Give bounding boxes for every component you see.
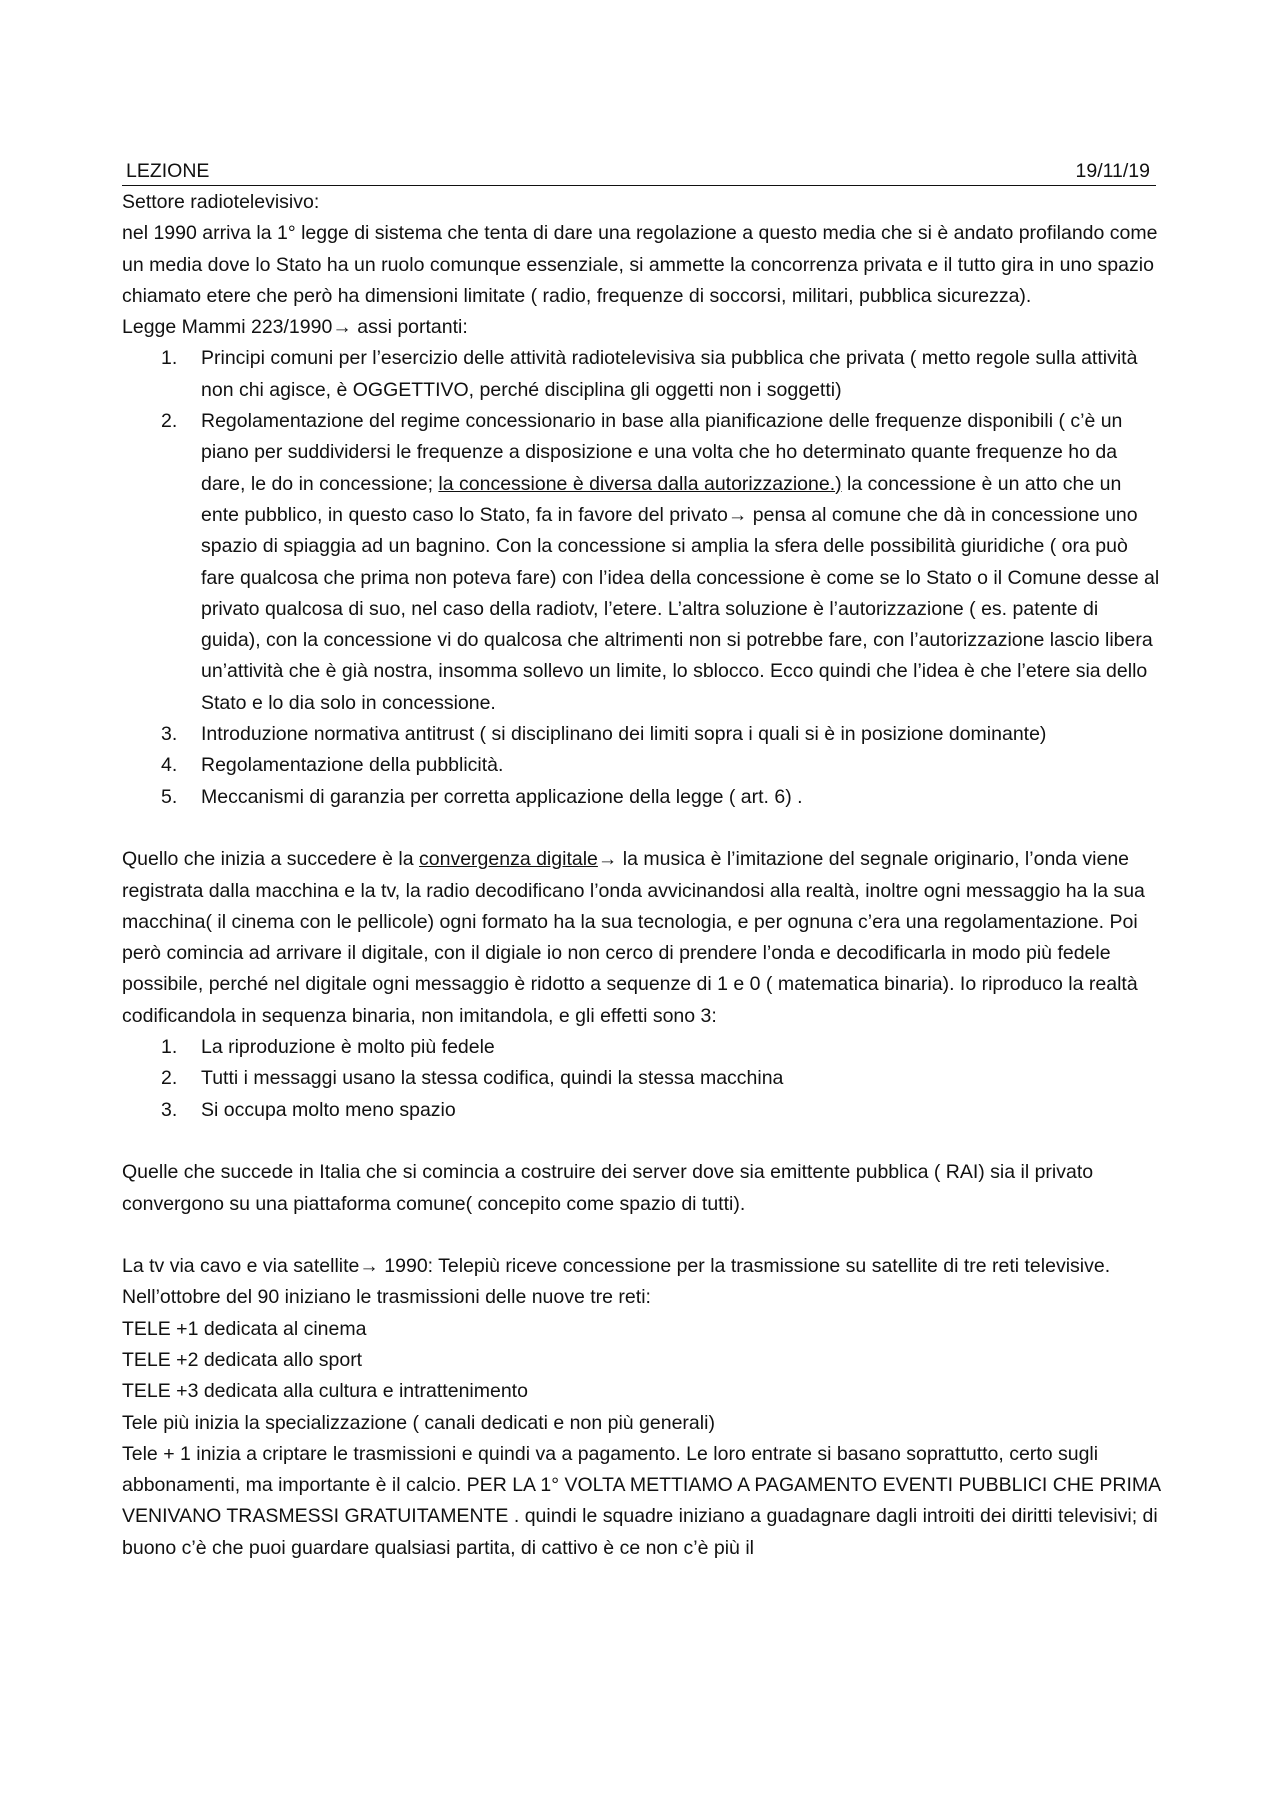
- list-number: 3.: [161, 723, 178, 746]
- arrow-icon: →: [727, 503, 748, 526]
- list-item-text: pensa al comune che dà in concessione uno spazio di spiaggia ad un bagnino. Con la concessione si amplia la sfera delle possibilità giuridiche ( ora può fare qualcosa che prima non poteva fare) con l’idea della concessione è come se lo Stato o il Comune desse al privato qualcosa di suo, nel caso della radiotv, l’etere. L’altra soluzione è l’autorizzazione ( es. patente di guida), con la concessione vi do qualcosa che altrimenti non si potrebbe fare, con l’autorizzazione lascio libera un’attività che è già nostra, insomma sollevo un limite, lo sblocco. Ecco quindi che l’idea è che l’etere sia dello Stato e lo dia solo in concessione.: [201, 503, 1160, 714]
- list-number: 4.: [161, 754, 178, 777]
- arrow-icon: →: [332, 316, 352, 339]
- list-number: 3.: [161, 1098, 178, 1121]
- list-item-text: Introduzione normativa antitrust ( si disciplinano dei limiti sopra i quali si è in posizione dominante): [201, 723, 1047, 746]
- list-item-text: Meccanismi di garanzia per corretta applicazione della legge ( art. 6) .: [201, 785, 803, 808]
- italia-paragraph: Quelle che succede in Italia che si comincia a costruire dei server dove sia emittente pubblica ( RAI) sia il privato convergono su una piattaforma comune( concepito come spazio di tutti).: [122, 1161, 1094, 1215]
- intro-paragraph: nel 1990 arriva la 1° legge di sistema che tenta di dare una regolazione a questo media che si è andato profilando come un media dove lo Stato ha un ruolo comunque essenziale, si ammette la concorrenza privata e il tutto gira in uno spazio chiamato etere che però ha dimensioni limitate ( radio, frequenze di soccorsi, militari, pubblica sicurezza).: [122, 222, 1158, 307]
- convergenza-paragraph: [122, 844, 1162, 1032]
- tele-line: Tele più inizia la specializzazione ( canali dedicati e non più generali): [122, 1411, 715, 1434]
- list-number: 2.: [161, 410, 178, 433]
- tele-line: TELE +2 dedicata allo sport: [122, 1348, 363, 1371]
- numbered-list-effetti: [122, 1032, 1162, 1126]
- list-item-text: Regolamentazione del regime concessionario in base alla pianificazione delle frequenze disponibili ( c’è un piano per suddividersi le frequenze a disposizione e una volta che ho determinato quante frequenze ho da dare, le do in concessione;: [201, 410, 1123, 495]
- list-item: [122, 1032, 1162, 1063]
- list-item-text: Regolamentazione della pubblicità.: [201, 754, 504, 777]
- list-number: 1.: [161, 347, 178, 370]
- section-title: Settore radiotelevisivo:: [122, 191, 320, 213]
- spacer: [122, 1220, 1162, 1251]
- numbered-list-assi: [122, 343, 1162, 812]
- arrow-icon: →: [597, 848, 618, 871]
- list-item: [122, 719, 1162, 750]
- list-number: 5.: [161, 785, 178, 808]
- underlined-text: la concessione è diversa dalla autorizzazione.): [438, 472, 842, 495]
- list-item: [122, 1063, 1162, 1094]
- legge-text: Legge Mammi 223/1990: [122, 316, 333, 339]
- list-number: 1.: [161, 1036, 178, 1059]
- list-item-text: Si occupa molto meno spazio: [201, 1098, 456, 1121]
- tv-paragraph: [122, 1251, 1162, 1314]
- list-number: 2.: [161, 1067, 178, 1090]
- convergenza-rest: la musica è l’imitazione del segnale originario, l’onda viene registrata dalla macchina e la tv, la radio decodificano l’onda avvicinandosi alla realtà, inoltre ogni messaggio ha la sua macchina( il cinema con le pellicole) ogni formato ha la sua tecnologia, e per ognuna c’era una regolamentazione. Poi però comincia ad arrivare il digitale, con il digiale io non cerco di prendere l’onda e decodificarla in modo più fedele possibile, perché nel digitale ogni messaggio è ridotto a sequenze di 1 e 0 ( matematica binaria). Io riproduco la realtà codificandola in sequenza binaria, non imitandola, e gli effetti sono 3:: [122, 848, 1145, 1027]
- final-paragraph: Tele + 1 inizia a criptare le trasmissioni e quindi va a pagamento. Le loro entrate si basano soprattutto, certo sugli abbonamenti, ma importante è il calcio. PER LA 1° VOLTA METTIAMO A PAGAMENTO EVENTI PUBBLICI CHE PRIMA VENIVANO TRASMESSI GRATUITAMENTE . quindi le squadre iniziano a guadagnare dagli introiti dei diritti televisivi; di buono c’è che puoi guardare qualsiasi partita, di cattivo è ce non c’è più il: [122, 1442, 1161, 1559]
- list-item-text: Principi comuni per l’esercizio delle attività radiotelevisiva sia pubblica che privata ( metto regole sulla attività non chi agisce, è OGGETTIVO, perché disciplina gli oggetti non i soggetti): [201, 347, 1138, 401]
- list-item: [122, 1095, 1162, 1126]
- list-item-text: la concessione è un atto che un ente pubblico, in questo caso lo Stato, fa in favore del privato: [201, 472, 1122, 526]
- convergenza-lead: Quello che inizia a succedere è la: [122, 848, 420, 871]
- document-header: [122, 157, 1156, 186]
- tv-rest: 1990: Telepiù riceve concessione per la trasmissione su satellite di tre reti televisive. Nell’ottobre del 90 iniziano le trasmissioni delle nuove tre reti:: [122, 1255, 1111, 1309]
- list-item-text: Tutti i messaggi usano la stessa codifica, quindi la stessa macchina: [201, 1067, 784, 1090]
- list-item: [122, 343, 1162, 406]
- arrow-icon: →: [359, 1255, 379, 1278]
- legge-rest: assi portanti:: [351, 316, 468, 339]
- list-item: [122, 406, 1162, 719]
- list-item-text: La riproduzione è molto più fedele: [201, 1036, 495, 1059]
- tv-lead: La tv via cavo e via satellite: [122, 1255, 360, 1278]
- header-date: 19/11/19: [1075, 160, 1150, 182]
- spacer: [122, 813, 1162, 844]
- tele-line: TELE +3 dedicata alla cultura e intrattenimento: [122, 1380, 528, 1403]
- header-title: LEZIONE: [126, 160, 210, 182]
- document-page: [122, 157, 1162, 1564]
- list-item: [122, 750, 1162, 781]
- legge-line: [122, 312, 1162, 343]
- list-item: [122, 782, 1162, 813]
- underlined-text: convergenza digitale: [419, 848, 598, 871]
- spacer: [122, 1126, 1162, 1157]
- tele-line: TELE +1 dedicata al cinema: [122, 1317, 367, 1340]
